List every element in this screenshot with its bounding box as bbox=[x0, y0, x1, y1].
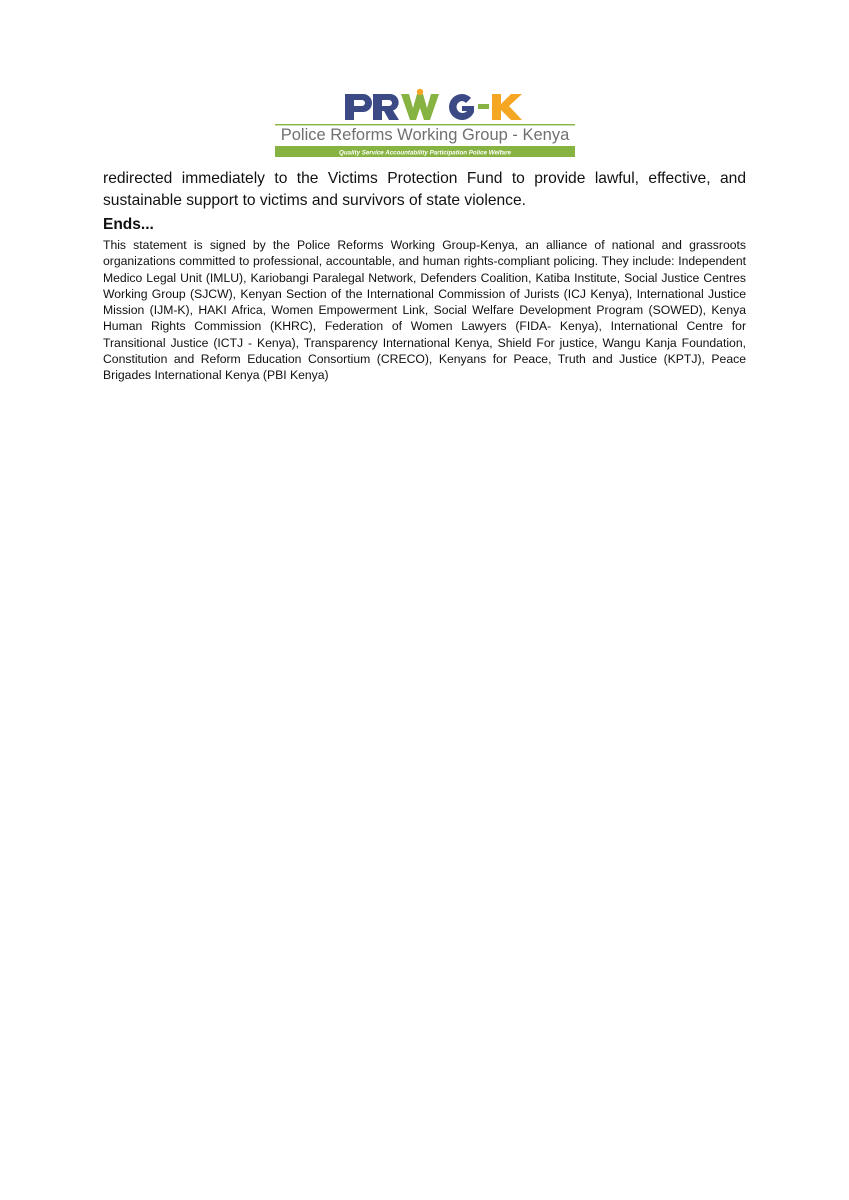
signatories-statement: This statement is signed by the Police Reforms Working Group-Kenya, an alliance of national and grassroots organizations committed to professional, accountable, and human rights-compliant policing. They include: Independent Medico Legal Unit (IMLU), Kariobangi Paralegal Network, Defenders Coalition, Katiba Institute, Social Justice Centres Working Group (SJCW), Kenyan Section of the International Commission of Jurists (ICJ Kenya), International Justice Mission (IJM-K), HAKI Africa, Women Empowerment Link, Social Welfare Development Program (SOWED), Kenya Human Rights Commission (KHRC), Federation of Women Lawyers (FIDA- Kenya), International Centre for Transitional Justice (ICTJ - Kenya), Transparency International Kenya, Shield For justice, Wangu Kanja Foundation, Constitution and Reform Education Consortium (CRECO), Kenyans for Peace, Truth and Justice (KPTJ), Peace Brigades International Kenya (PBI Kenya) bbox=[103, 238, 746, 383]
document-body bbox=[103, 168, 746, 384]
logo-tagline: Quality Service Accountability Participation Police Welfare bbox=[339, 149, 511, 157]
logo-mark bbox=[345, 89, 522, 120]
lead-paragraph: redirected immediately to the Victims Protection Fund to provide lawful, effective, and sustainable support to victims and survivors of state violence. bbox=[103, 170, 746, 209]
ends-heading: Ends... bbox=[103, 216, 154, 233]
logo-name: Police Reforms Working Group - Kenya bbox=[280, 126, 570, 144]
logo-graphic bbox=[273, 88, 577, 160]
prwgk-logo bbox=[273, 88, 577, 160]
